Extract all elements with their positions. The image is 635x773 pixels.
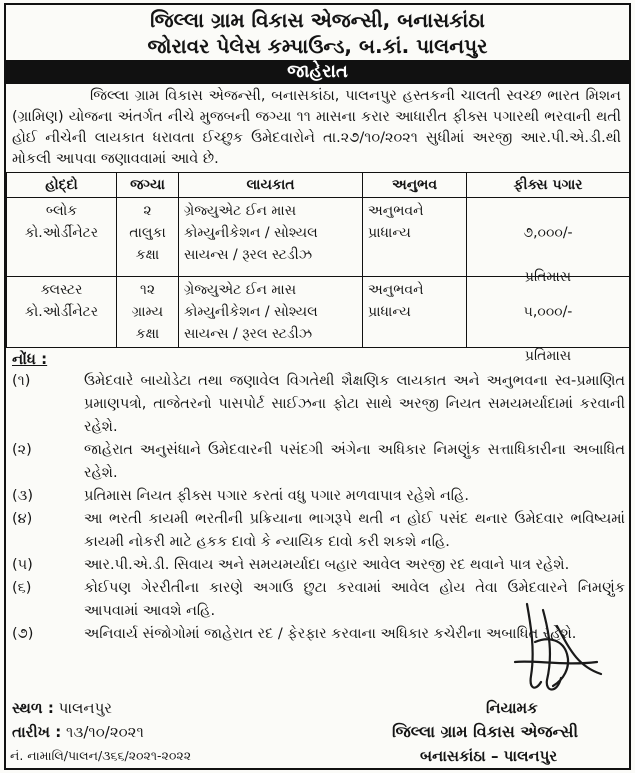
- note-text: આ ભરતી કાયમી ભરતીની પ્રક્રિયાના ભાગરૂપે થતી ન હોઈ પસંદ થનાર ઉમેદવાર ભવિષ્યમાં કાયમી નોકરી માટે હકક દાવો કે ન્યાયિક દાવો કરી શકશે નહિ.: [84, 511, 625, 550]
- list-item: [8, 439, 625, 485]
- date-label: તારીખ :: [12, 723, 62, 741]
- salary-amount: ૫,૦૦૦/-: [523, 304, 573, 320]
- list-item: [8, 485, 625, 508]
- column-header-salary: ફીક્સ પગાર: [467, 173, 630, 198]
- cell-post: [7, 198, 117, 277]
- note-text: કોઈપણ ગેરરીતીના કારણે અગાઉ છુટા કરવામાં આવેલ હોય તેવા ઉમેદવારને નિમણુંક આપવામાં આવશે નહિ.: [84, 580, 625, 619]
- qualification-text: ગ્રેજ્યુએટ ઈન માસ કોમ્યુનીકેશન / સોશ્યલ સાયન્સ / રૂરલ સ્ટડીઝ: [184, 282, 318, 342]
- cell-salary: [467, 198, 630, 285]
- note-text: ઉમેદવારે બાયોડેટા તથા જણાવેલ વિગતેથી શૈક્ષણિક લાયકાત અને અનુભવના સ્વ-પ્રમાણિત પ્રમાણપત્રો, તાજેતરનો પાસપોર્ટ સાઈઝના ફોટા સાથે અરજી નિયત સમયમર્યાદામાં કરવાની રહેશે.: [84, 373, 625, 435]
- place-value: પાલનપુર: [58, 699, 113, 717]
- cell-experience: [363, 277, 467, 348]
- note-text: જાહેરાત અનુસંધાને ઉમેદવારની પસંદગી અંગેના અધિકાર નિમણુંક સત્તાધિકારીના અબાધિત રહેશે.: [84, 442, 625, 481]
- note-number: (૭): [12, 626, 34, 642]
- note-text: આર.પી.એ.ડી. સિવાય અને સમયમર્યાદા બહાર આવેલ અરજી રદ થવાને પાત્ર રહેશે.: [84, 557, 570, 573]
- notice-heading: જાહેરાત: [6, 60, 629, 84]
- agency-title: જિલ્લા ગ્રામ વિકાસ એજન્સી, બનાસકાંઠા: [150, 8, 485, 32]
- post-text: ક્લસ્ટર કો.ઓર્ડીનેટર: [24, 282, 99, 320]
- salary-period: પ્રતિમાસ: [524, 348, 572, 364]
- reference-number: નં. નામાલિ/પાલન/૩૬૬/૨૦૨૧-૨૦૨૨: [10, 748, 192, 763]
- date-line: [12, 721, 144, 743]
- note-number: (૪): [12, 511, 33, 527]
- vacancies-text: ૨ તાલુકા કક્ષા: [129, 203, 166, 263]
- table-row: [7, 198, 630, 277]
- vacancies-text: ૧૨ ગ્રામ્ય કક્ષા: [131, 282, 164, 342]
- note-number: (૨): [12, 442, 32, 458]
- signature-image: [505, 596, 605, 706]
- signatory-title: નિયામક: [486, 699, 538, 717]
- place-line: [12, 697, 112, 719]
- agency-address: જોરાવર પેલેસ કમ્પાઉન્ડ, બ.કાં. પાલનપુર: [147, 34, 488, 58]
- column-header-vacancies: જગ્યા: [117, 173, 179, 198]
- note-text: અનિવાર્ય સંજોગોમાં જાહેરાત રદ / ફેરફાર કરવાના અધિકાર કચેરીના અબાધિત રહેશે.: [84, 626, 577, 642]
- list-item: [8, 508, 625, 554]
- notes-label: નોંધ :: [12, 350, 48, 368]
- column-header-qualification: લાયકાત: [179, 173, 363, 198]
- note-number: (૬): [12, 580, 32, 596]
- cell-post: [7, 277, 117, 348]
- list-item: [8, 554, 625, 577]
- salary-amount: ૭,૦૦૦/-: [523, 225, 573, 241]
- cell-qualification: [179, 198, 363, 277]
- salary-block: [472, 200, 624, 285]
- salary-period: પ્રતિમાસ: [524, 269, 572, 285]
- list-item: [8, 370, 625, 439]
- experience-text: અનુભવને પ્રાધાન્ય: [368, 282, 424, 320]
- note-number: (૩): [12, 488, 33, 504]
- cell-experience: [363, 198, 467, 277]
- note-text: પ્રતિમાસ નિયત ફીક્સ પગાર કરતાં વધુ પગાર મળવાપાત્ર રહેશે નહિ.: [84, 488, 469, 504]
- cell-vacancies: [117, 277, 179, 348]
- note-number: (૫): [12, 557, 33, 573]
- qualification-text: ગ્રેજ્યુએટ ઈન માસ કોમ્યુનીકેશન / સોશ્યલ સાયન્સ / રૂરલ સ્ટડીઝ: [184, 203, 318, 263]
- table-header-row: [7, 173, 630, 198]
- column-header-post: હોદ્દો: [7, 173, 117, 198]
- salary-block: [472, 279, 624, 364]
- place-label: સ્થળ :: [12, 699, 54, 717]
- signatory-location: બનાસકાંઠા – પાલનપુર: [420, 747, 558, 765]
- intro-paragraph: જિલ્લા ગ્રામ વિકાસ એજન્સી, બનાસકાંઠા, પાલનપુર હસ્તકની ચાલતી સ્વચ્છ ભારત મિશન (ગ્રામિણ) યોજના અંતર્ગત નીચે મુજબની જગ્યા ૧૧ માસના કરાર આધારીત ફીક્સ પગારથી ભરવાની થતી હોઈ નીચેની લાયકાત ધરાવતા ઈચ્છુક ઉમેદવારોને તા.૨૭/૧૦/૨૦૨૧ સુધીમાં અરજી આર.પી.એ.ડી.થી મોકલી આપવા જણાવવામાં આવે છે.: [12, 88, 621, 167]
- cell-vacancies: [117, 198, 179, 277]
- note-number: (૧): [12, 373, 31, 389]
- experience-text: અનુભવને પ્રાધાન્ય: [368, 203, 424, 241]
- date-value: ૧૩/૧૦/૨૦૨૧: [66, 723, 144, 741]
- post-text: બ્લોક કો.ઓર્ડીનેટર: [24, 203, 99, 241]
- column-header-experience: અનુભવ: [363, 173, 467, 198]
- cell-qualification: [179, 277, 363, 348]
- signatory-office: જિલ્લા ગ્રામ વિકાસ એજન્સી: [392, 722, 579, 741]
